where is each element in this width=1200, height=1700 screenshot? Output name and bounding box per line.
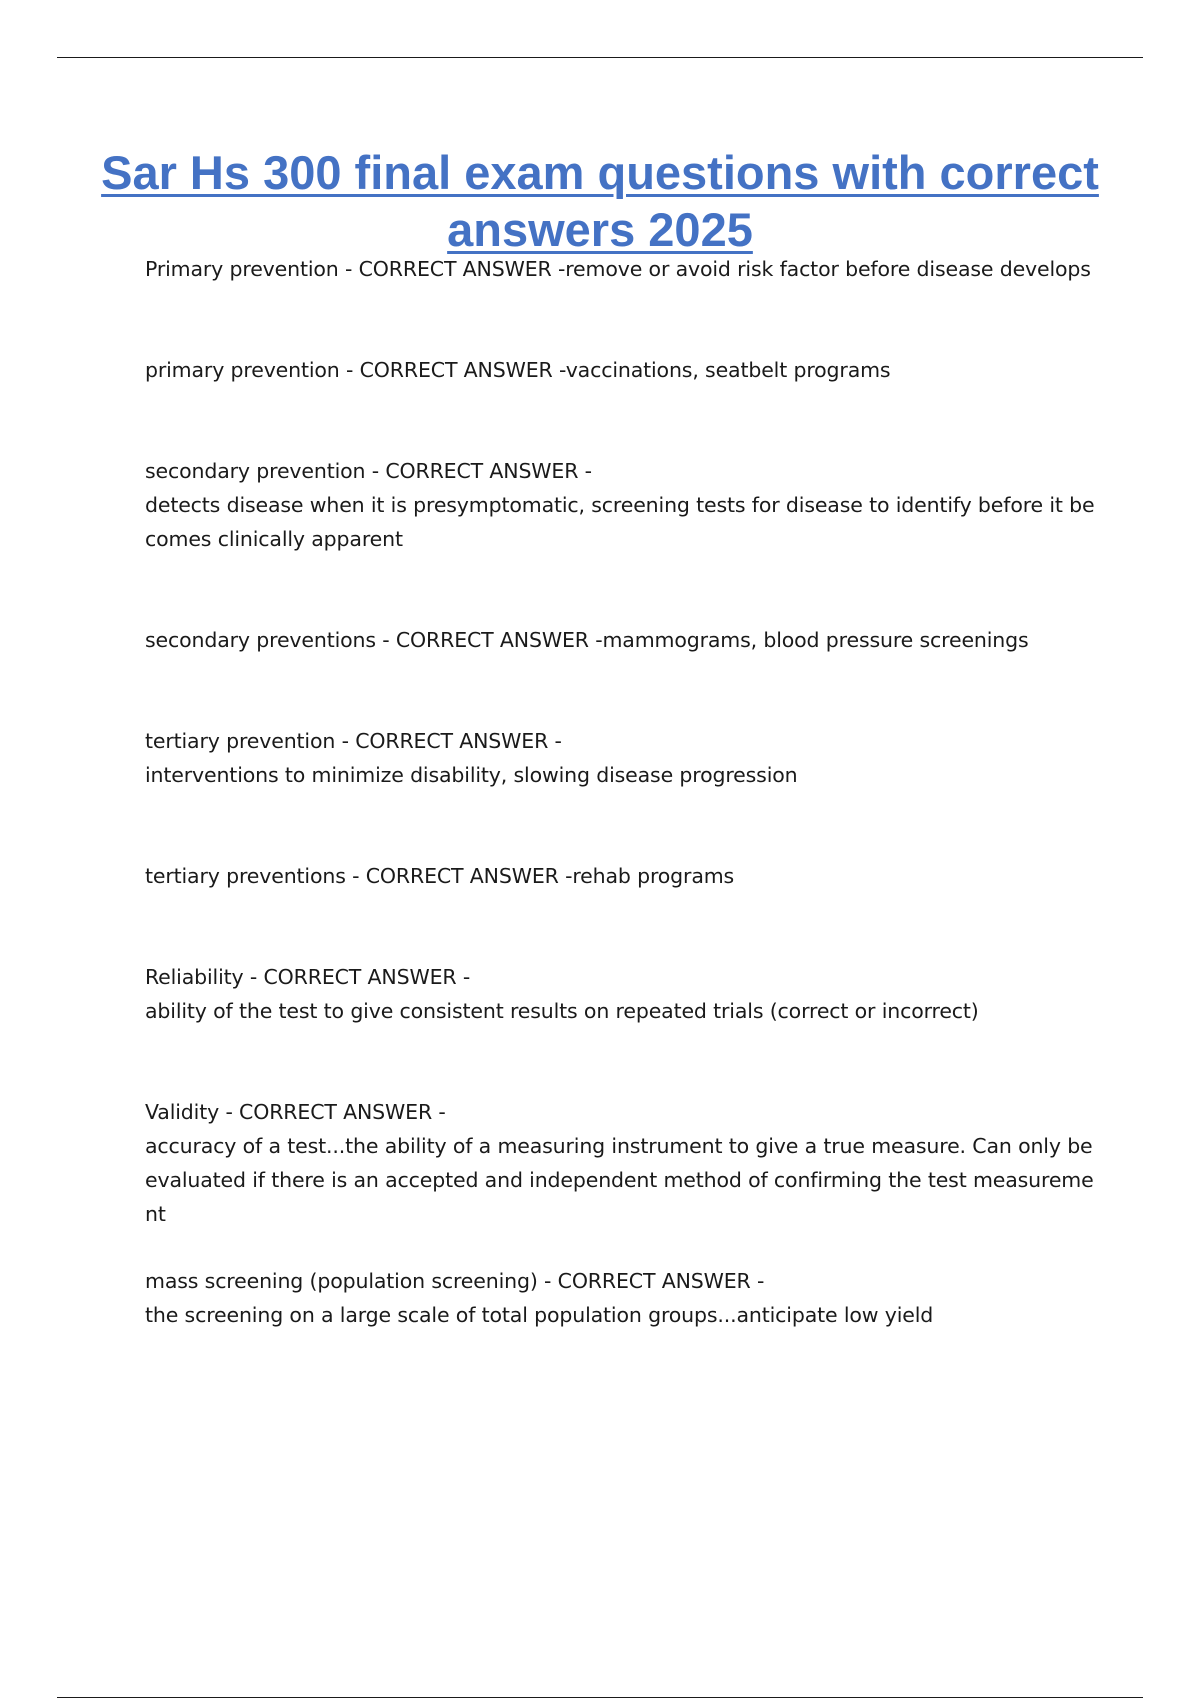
qa-entry (145, 1095, 1095, 1231)
qa-term: primary prevention (145, 358, 340, 382)
qa-answer: the screening on a large scale of total population groups...anticipate low yield (145, 1303, 934, 1327)
qa-separator: - CORRECT ANSWER - (335, 729, 562, 753)
qa-separator: - CORRECT ANSWER - (219, 1100, 446, 1124)
qa-entry (145, 859, 1095, 893)
qa-term: mass screening (population screening) (145, 1269, 538, 1293)
qa-answer: interventions to minimize disability, slowing disease progression (145, 763, 798, 787)
top-rule (57, 57, 1143, 58)
document-title: Sar Hs 300 final exam questions with correct answers 2025 (101, 146, 1099, 256)
qa-entry (145, 252, 1095, 286)
qa-entry (145, 724, 1095, 792)
bottom-rule (57, 1697, 1143, 1698)
qa-separator: - CORRECT ANSWER - (365, 459, 592, 483)
qa-separator: - CORRECT ANSWER - (338, 257, 566, 281)
qa-answer: vaccinations, seatbelt programs (565, 358, 891, 382)
qa-separator: - CORRECT ANSWER - (243, 965, 471, 989)
qa-term: Primary prevention (145, 257, 339, 281)
qa-entry (145, 623, 1095, 657)
qa-entry (145, 1264, 1095, 1332)
qa-term: Reliability (145, 965, 244, 989)
qa-answer: accuracy of a test...the ability of a measuring instrument to give a true measure. Can only be evaluated if there is an accepted and independent method of confirming the test measurement (145, 1134, 1094, 1226)
qa-entry (145, 960, 1095, 1028)
qa-answer: ability of the test to give consistent results on repeated trials (correct or incorrect) (145, 999, 979, 1023)
qa-entry (145, 454, 1095, 556)
title-block (100, 144, 1100, 258)
qa-term: tertiary prevention (145, 729, 336, 753)
qa-answer: rehab programs (572, 864, 735, 888)
qa-separator: - CORRECT ANSWER - (537, 1269, 765, 1293)
qa-term: secondary preventions (145, 628, 376, 652)
qa-answer: remove or avoid risk factor before disease develops (565, 257, 1091, 281)
qa-term: tertiary preventions (145, 864, 346, 888)
qa-separator: - CORRECT ANSWER - (375, 628, 603, 652)
qa-term: secondary prevention (145, 459, 366, 483)
qa-answer: detects disease when it is presymptomatic, screening tests for disease to identify before it becomes clinically apparent (145, 493, 1095, 551)
qa-entry (145, 353, 1095, 387)
qa-separator: - CORRECT ANSWER - (345, 864, 573, 888)
qa-separator: - CORRECT ANSWER - (339, 358, 566, 382)
qa-answer: mammograms, blood pressure screenings (602, 628, 1029, 652)
qa-term: Validity (145, 1100, 220, 1124)
